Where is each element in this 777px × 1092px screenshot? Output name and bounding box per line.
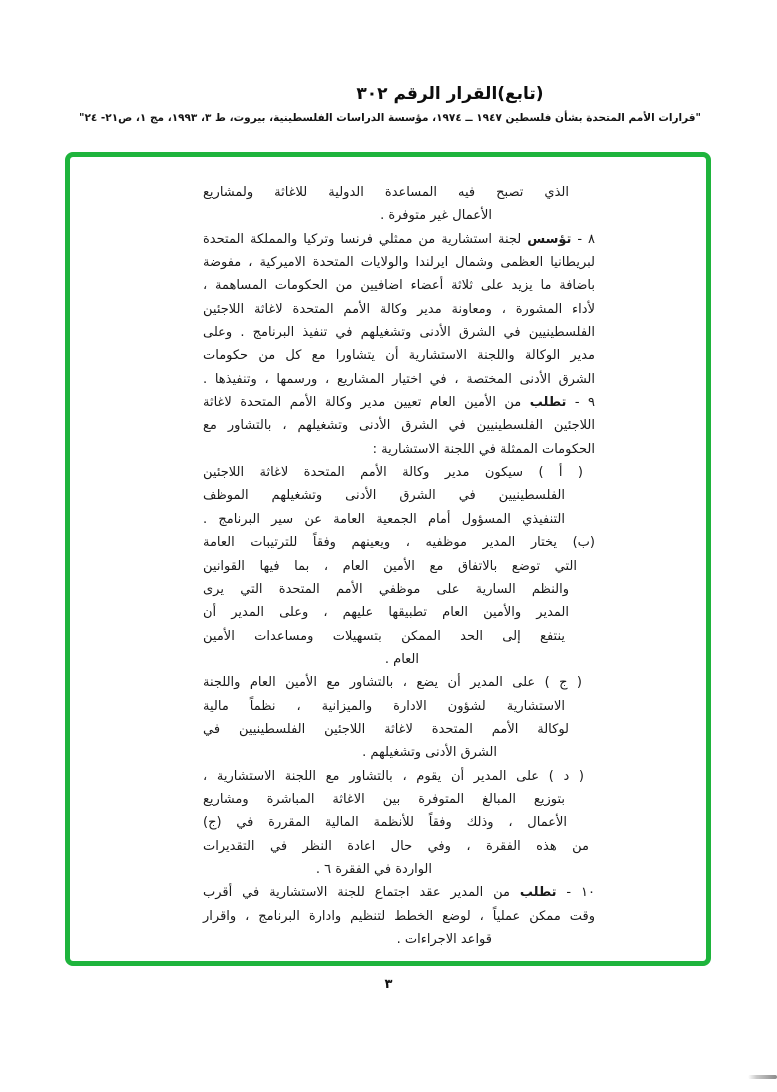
text-line (203, 414, 595, 437)
text-line (203, 718, 569, 741)
text-segment: ٩ - (566, 395, 595, 411)
text-segment: الأعمال غير متوفرة . (380, 208, 492, 224)
text-line (203, 555, 577, 578)
text-segment: لأداء المشورة ، ومعاونة مدير وكالة الأمم المتحدة لاغاثة اللاجئين (203, 301, 595, 317)
text-segment: ( د ) على المدير أن يقوم ، بالتشاور مع اللجنة الاستشارية ، (203, 768, 584, 784)
bold-keyword: تؤسس (527, 231, 572, 247)
text-line (203, 274, 595, 297)
bold-keyword: تطلب (519, 885, 557, 901)
text-segment: من المدير عقد اجتماع للجنة الاستشارية في أقرب (203, 885, 520, 901)
text-segment: (ب) يختار المدير موظفيه ، ويعينهم وفقاً للترتيبات العامة (203, 535, 595, 551)
text-line (203, 765, 584, 788)
text-line (203, 671, 582, 694)
text-line (203, 695, 565, 718)
text-line (203, 905, 595, 928)
text-line (203, 601, 569, 624)
text-line (203, 578, 569, 601)
text-segment: الفلسطينيين في الشرق الأدنى وتشغيلهم في تنفيذ البرنامج . وعلى (203, 325, 595, 341)
text-segment: وقت ممكن عملياً ، لوضع الخطط لتنظيم وادارة البرنامج ، واقرار (203, 908, 595, 924)
text-line (203, 204, 492, 227)
text-segment: الذي تصبح فيه المساعدة الدولية للاغاثة ولمشاريع (203, 185, 569, 200)
text-line (203, 881, 595, 904)
bold-keyword: تطلب (529, 395, 567, 411)
text-line (203, 811, 567, 834)
text-segment: ٨ - (571, 231, 595, 247)
text-line (203, 625, 565, 648)
text-line (203, 228, 595, 251)
text-segment: لجنة استشارية من ممثلي فرنسا وتركيا والمملكة المتحدة (203, 231, 528, 247)
text-line (203, 858, 432, 881)
text-segment: باضافة ما يزيد على ثلاثة أعضاء اضافيين من الحكومات المساهمة ، (203, 278, 595, 294)
text-line (203, 531, 595, 554)
text-segment: لوكالة الأمم المتحدة لاغاثة اللاجئين الفلسطينيين في (203, 721, 569, 737)
text-segment: والنظم السارية على موظفي الأمم المتحدة التي يرى (203, 581, 569, 597)
source-citation: "قرارات الأمم المتحدة بشأن فلسطين ١٩٤٧ ــ ١٩٧٤، مؤسسة الدراسات الفلسطينية، بيروت، ط ٣، ١٩٩٣، مج ١، ص٢١- ٢٤" (78, 112, 702, 124)
text-line (203, 835, 589, 858)
text-segment: المدير والأمين العام تطبيقها عليهم ، وعلى المدير أن (203, 605, 569, 621)
text-line (203, 298, 595, 321)
text-segment: الفلسطينيين في الشرق الأدنى وتشغيلهم الموظف (203, 488, 565, 504)
text-line (203, 368, 595, 391)
text-segment: اللاجئين الفلسطينيين في الشرق الأدنى وتشغيلهم ، بالتشاور مع (203, 418, 595, 434)
text-line (203, 741, 497, 764)
page-number: ٣ (384, 977, 393, 992)
text-segment: الحكومات الممثلة في اللجنة الاستشارية : (372, 441, 595, 457)
text-segment: الواردة في الفقرة ٦ . (315, 861, 432, 877)
text-line (203, 391, 595, 414)
text-line (203, 928, 492, 951)
document-body (203, 181, 595, 951)
text-line (203, 461, 583, 484)
text-segment: التنفيذي المسؤول أمام الجمعية العامة عن سير البرنامج . (203, 511, 565, 527)
text-line (203, 251, 595, 274)
text-segment: ( ج ) على المدير أن يضع ، بالتشاور مع الأمين العام واللجنة (203, 675, 582, 691)
horizontal-scrollbar-fragment[interactable] (748, 1075, 777, 1079)
text-line (203, 344, 595, 367)
text-segment: من الأمين العام تعيين مدير وكالة الأمم المتحدة لاغاثة (203, 395, 530, 411)
text-segment: ( أ ) سيكون مدير وكالة الأمم المتحدة لاغاثة اللاجئين (203, 465, 583, 481)
text-segment: قواعد الاجراءات . (396, 932, 492, 947)
text-line (203, 788, 565, 811)
text-line (203, 648, 419, 671)
text-segment: التي توضع بالاتفاق مع الأمين العام ، بما فيها القوانين (203, 558, 577, 574)
text-line (203, 321, 595, 344)
text-segment: الاستشارية لشؤون الادارة والميزانية ، نظماً مالية (203, 698, 565, 714)
page-title: (تابع)القرار الرقم ٣٠٢ (356, 84, 544, 104)
text-line (203, 438, 595, 461)
text-segment: من هذه الفقرة ، وفي حال اعادة النظر في التقديرات (203, 838, 589, 854)
text-line (203, 181, 569, 204)
text-segment: العام . (384, 651, 419, 667)
text-segment: ١٠ - (556, 885, 595, 901)
text-segment: مدير الوكالة واللجنة الاستشارية أن يتشاورا مع كل من حكومات (203, 348, 595, 364)
text-segment: الأعمال ، وذلك وفقاً للأنظمة المالية المقررة في (ج) (203, 815, 567, 831)
text-segment: الشرق الأدنى وتشغيلهم . (362, 745, 497, 761)
text-segment: لبريطانيا العظمى وشمال ايرلندا والولايات المتحدة الاميركية ، مفوضة (203, 255, 595, 271)
text-line (203, 508, 565, 531)
text-segment: الشرق الأدنى المختصة ، في اختيار المشاريع ، ورسمها ، وتنفيذها . (203, 371, 595, 387)
text-segment: بتوزيع المبالغ المتوفرة بين الاغاثة المباشرة ومشاريع (203, 791, 565, 807)
text-line (203, 484, 565, 507)
text-segment: ينتفع إلى الحد الممكن بتسهيلات ومساعدات الأمين (203, 628, 565, 644)
